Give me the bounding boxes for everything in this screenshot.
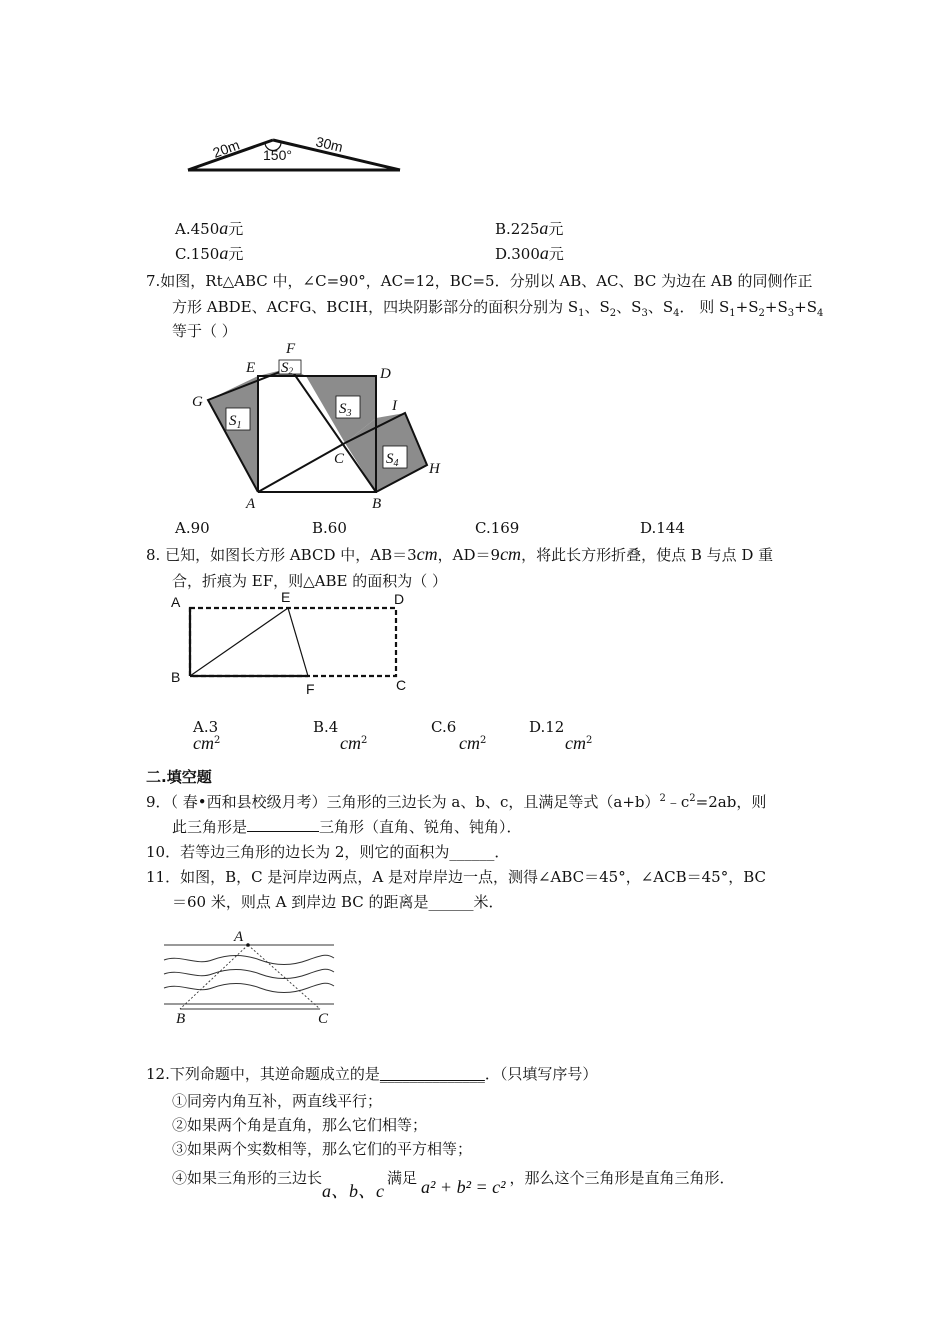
q11-line2: ＝60 米，则点 A 到岸边 BC 的距离是______米． — [172, 893, 504, 911]
q12-item-1: ①同旁内角互补，两直线平行； — [172, 1092, 383, 1110]
q6-right-length: 30m — [314, 133, 345, 156]
q8-option-a: A.3 — [193, 718, 219, 736]
q7-s1-label: $S_1$ — [229, 413, 242, 431]
q11-label-B: B — [176, 1011, 186, 1027]
q9-answer-blank[interactable] — [247, 817, 319, 832]
q12-item4-equation: a² + b² = c² — [421, 1177, 506, 1197]
q7-label-G: G — [192, 394, 203, 410]
q7-figure — [190, 340, 450, 515]
q8-label-F: F — [306, 681, 315, 697]
q8-option-a-unit: $cm^2$ — [193, 733, 221, 753]
q7-s3-label: $S_3$ — [339, 401, 352, 419]
q6-left-length: 20m — [210, 136, 242, 161]
q8-option-c: C.6 — [431, 718, 457, 736]
q7-label-C: C — [334, 451, 345, 467]
q7-line2: 方形 ABDE、ACFG、BCIH，四块阴影部分的面积分别为 $S_1$、$S_2$、$S_3$、$S_4$． 则 $S_1+S_2+S_3+S_4$ — [172, 298, 824, 319]
q8-label-B: B — [171, 669, 181, 685]
q6-option-b: B.225a元 — [495, 218, 564, 238]
q6-option-c: C.150a元 — [175, 243, 244, 263]
q6-option-d: D.300a元 — [495, 243, 564, 263]
q11-figure — [160, 930, 340, 1025]
q11-label-A: A — [234, 929, 244, 945]
q6-figure — [185, 128, 405, 178]
q11-label-C: C — [318, 1011, 329, 1027]
q10-line: 10．若等边三角形的边长为 2，则它的面积为______． — [146, 843, 510, 861]
q12-item4-vars: a、b、c — [322, 1181, 385, 1201]
q8-option-d-unit: $cm^2$ — [565, 733, 593, 753]
q8-line1: 8. 已知，如图长方形 ABCD 中，AB＝3cm，AD＝9cm，将此长方形折叠，使点 B 与点 D 重 — [146, 544, 774, 564]
q8-label-A: A — [171, 594, 181, 610]
q10-answer-blank[interactable]: ______ — [449, 843, 495, 861]
q7-option-a: A.90 — [175, 519, 210, 537]
q8-option-b-unit: $cm^2$ — [340, 733, 368, 753]
q8-label-E: E — [281, 589, 291, 605]
q8-option-c-unit: $cm^2$ — [459, 733, 487, 753]
q7-line3: 等于（ ） — [172, 322, 237, 340]
q8-label-C: C — [396, 677, 407, 693]
q7-label-E: E — [246, 360, 256, 376]
q7-label-F: F — [286, 341, 296, 357]
q7-label-A: A — [246, 496, 256, 512]
q12-item-2: ②如果两个角是直角，那么它们相等； — [172, 1116, 428, 1134]
q7-line1: 7.如图，Rt△ABC 中，∠C=90°，AC=12，BC=5．分别以 AB、AC、BC 为边在 AB 的同侧作正 — [146, 272, 813, 290]
q7-label-H: H — [429, 461, 440, 477]
q9-line1: 9．（ 春•西和县校级月考）三角形的三边长为 a、b、c，且满足等式$(a+b)^2﹣c^2=2ab$，则 — [146, 793, 767, 811]
section-title: 二.填空题 — [146, 768, 212, 786]
q7-option-d: D.144 — [640, 519, 685, 537]
q8-figure — [168, 590, 413, 700]
q11-line1: 11．如图，B，C 是河岸边两点，A 是对岸岸边一点，测得∠ABC＝45°，∠ACB＝45°，BC — [146, 868, 766, 886]
q8-label-D: D — [394, 591, 405, 607]
q8-option-d: D.12 — [529, 718, 565, 736]
q7-s2-label: S2 — [281, 360, 293, 376]
q7-label-D: D — [380, 366, 391, 382]
q12-item-4: ④如果三角形的三边长a、b、c满足 a² + b² = c² ，那么这个三角形是直角三角形． — [172, 1169, 735, 1201]
q12-line1: 12.下列命题中，其逆命题成立的是______________．（只填写序号） — [146, 1065, 598, 1083]
q8-option-b: B.4 — [313, 718, 339, 736]
q7-option-c: C.169 — [475, 519, 520, 537]
q12-item-3: ③如果两个实数相等，那么它们的平方相等； — [172, 1140, 473, 1158]
q8-line2: 合，折痕为 EF，则△ABE 的面积为（ ） — [172, 572, 448, 590]
q7-label-I: I — [392, 398, 397, 414]
q12-answer-blank[interactable]: ______________ — [379, 1065, 485, 1083]
q9-line2: 此三角形是 三角形（直角、锐角、钝角）． — [172, 818, 522, 836]
q7-label-B: B — [372, 496, 382, 512]
q6-option-a: A.450a元 — [175, 218, 244, 238]
q6-angle: 150° — [263, 147, 292, 163]
q11-answer-blank[interactable]: ______ — [428, 893, 474, 911]
q7-option-b: B.60 — [312, 519, 347, 537]
q7-s4-label: $S_4$ — [386, 451, 399, 469]
